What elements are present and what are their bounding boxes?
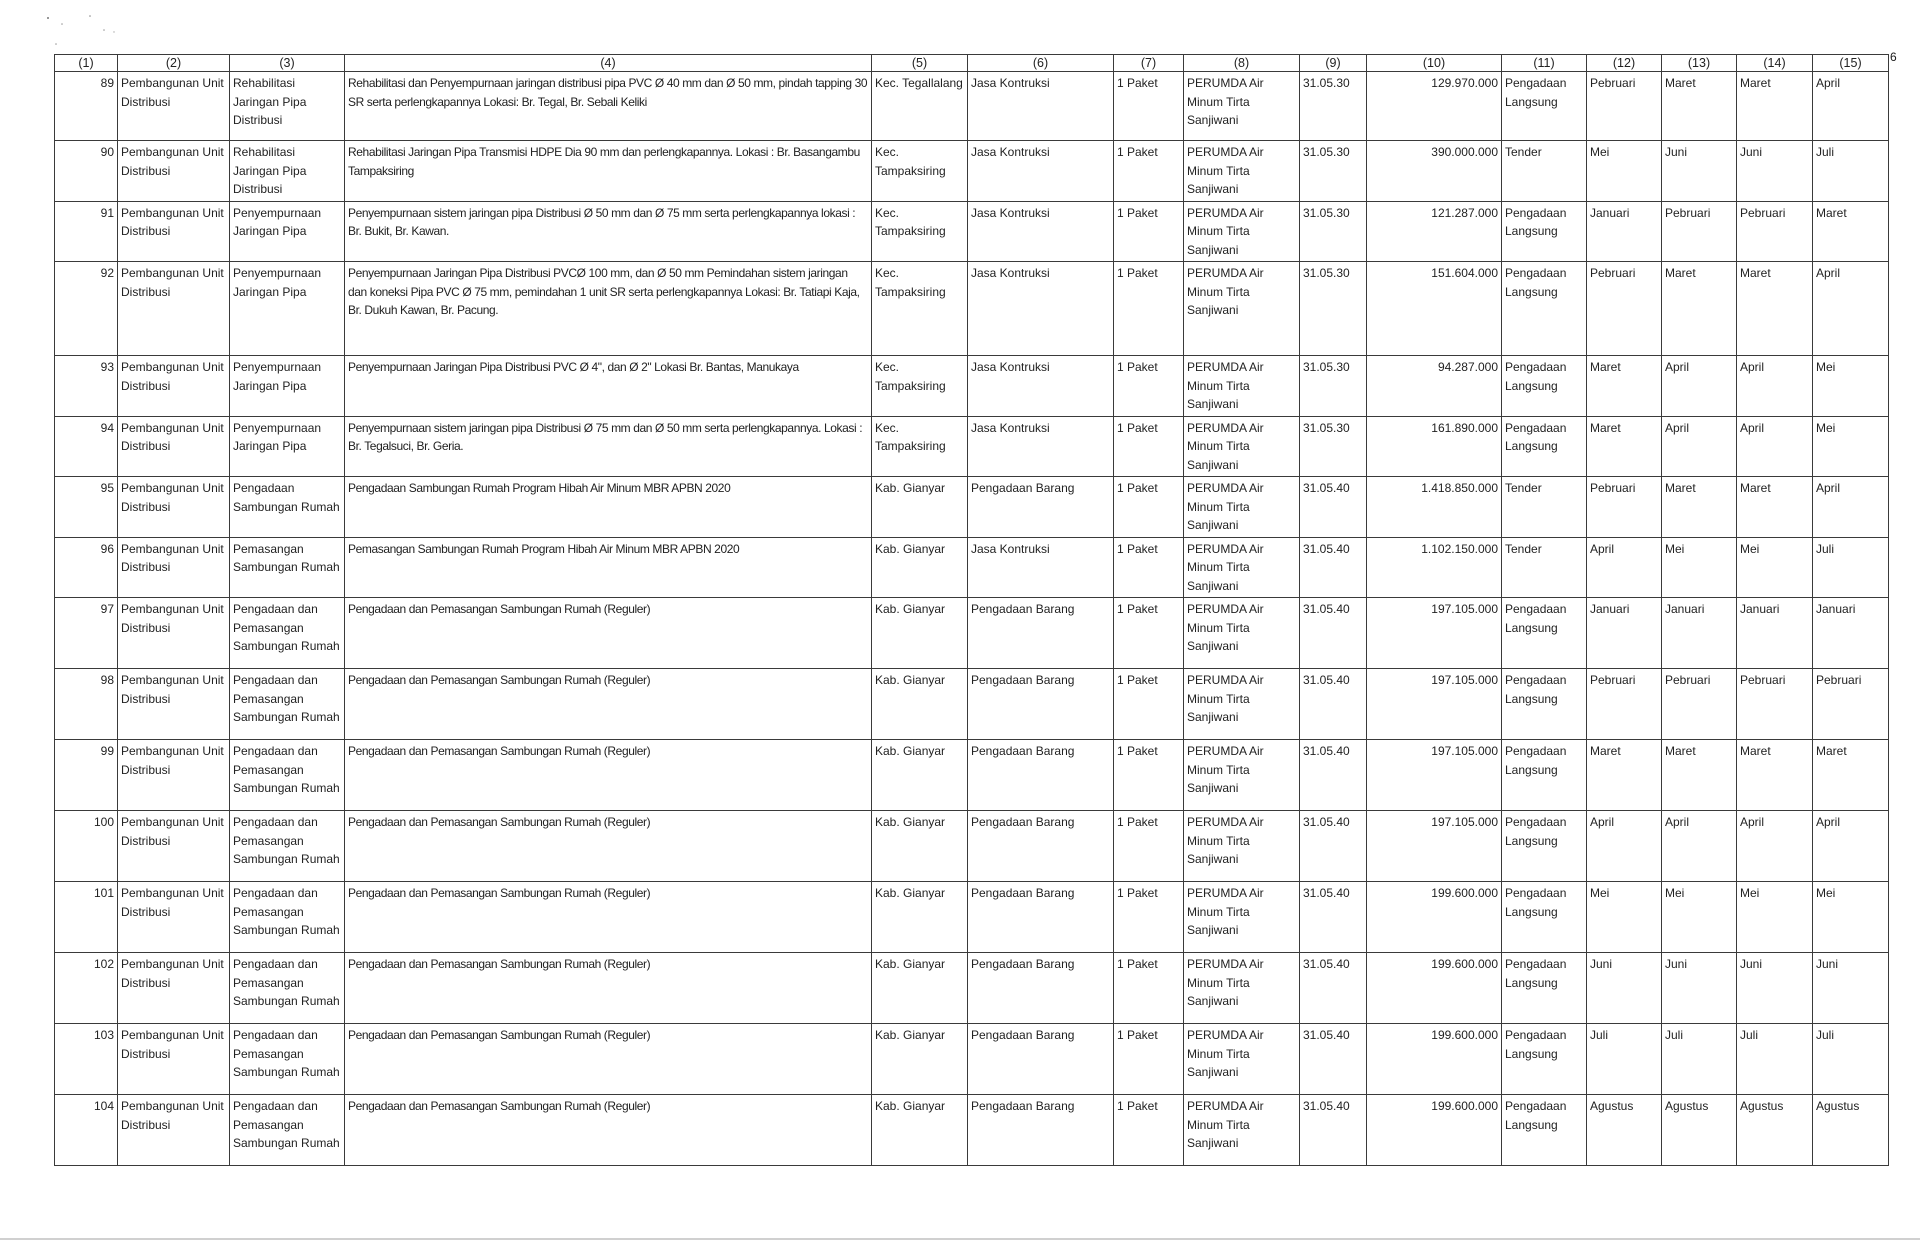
cell-kode: 31.05.30 <box>1300 262 1367 356</box>
procurement-table <box>54 54 1889 1166</box>
cell-jenis: Pengadaan Barang <box>968 1095 1114 1166</box>
cell-kegiatan: Pengadaan dan Pemasangan Sambungan Rumah <box>230 882 345 953</box>
cell-kode: 31.05.40 <box>1300 740 1367 811</box>
cell-col15: April <box>1813 72 1889 141</box>
cell-col13: April <box>1662 416 1737 477</box>
cell-volume: 1 Paket <box>1114 598 1184 669</box>
cell-volume: 1 Paket <box>1114 72 1184 141</box>
cell-col14: April <box>1737 356 1813 417</box>
cell-col12: April <box>1587 537 1662 598</box>
cell-kegiatan: Pengadaan dan Pemasangan Sambungan Rumah <box>230 598 345 669</box>
cell-col12: Mei <box>1587 882 1662 953</box>
cell-col12: Pebruari <box>1587 262 1662 356</box>
cell-col13: Maret <box>1662 477 1737 538</box>
cell-no: 93 <box>55 356 118 417</box>
cell-kegiatan: Penyempurnaan Jaringan Pipa <box>230 262 345 356</box>
cell-jenis: Jasa Kontruksi <box>968 201 1114 262</box>
cell-pelaksana: PERUMDA Air Minum Tirta Sanjiwani <box>1184 1095 1300 1166</box>
cell-uraian: Penyempurnaan sistem jaringan pipa Distribusi Ø 50 mm dan Ø 75 mm serta perlengkapannya lokasi : Br. Bukit, Br. Kawan. <box>345 201 872 262</box>
cell-volume: 1 Paket <box>1114 811 1184 882</box>
cell-program: Pembangunan Unit Distribusi <box>118 201 230 262</box>
cell-program: Pembangunan Unit Distribusi <box>118 537 230 598</box>
cell-uraian: Pengadaan dan Pemasangan Sambungan Rumah (Reguler) <box>345 1095 872 1166</box>
cell-kegiatan: Pengadaan dan Pemasangan Sambungan Rumah <box>230 1024 345 1095</box>
cell-col13: Maret <box>1662 740 1737 811</box>
cell-nilai: 151.604.000 <box>1367 262 1502 356</box>
cell-uraian: Pengadaan dan Pemasangan Sambungan Rumah (Reguler) <box>345 953 872 1024</box>
cell-col12: Januari <box>1587 598 1662 669</box>
cell-col15: Mei <box>1813 356 1889 417</box>
cell-lokasi: Kab. Gianyar <box>872 1024 968 1095</box>
cell-pelaksana: PERUMDA Air Minum Tirta Sanjiwani <box>1184 262 1300 356</box>
cell-nilai: 94.287.000 <box>1367 356 1502 417</box>
table-row <box>55 598 1889 669</box>
cell-metode: Pengadaan Langsung <box>1502 1095 1587 1166</box>
cell-kode: 31.05.30 <box>1300 141 1367 202</box>
cell-kode: 31.05.30 <box>1300 72 1367 141</box>
cell-col15: Januari <box>1813 598 1889 669</box>
table-row <box>55 740 1889 811</box>
cell-metode: Pengadaan Langsung <box>1502 740 1587 811</box>
cell-col12: April <box>1587 811 1662 882</box>
cell-lokasi: Kab. Gianyar <box>872 740 968 811</box>
cell-pelaksana: PERUMDA Air Minum Tirta Sanjiwani <box>1184 72 1300 141</box>
cell-pelaksana: PERUMDA Air Minum Tirta Sanjiwani <box>1184 416 1300 477</box>
cell-volume: 1 Paket <box>1114 416 1184 477</box>
column-header: (14) <box>1737 55 1813 72</box>
cell-no: 97 <box>55 598 118 669</box>
cell-col12: Maret <box>1587 416 1662 477</box>
cell-kode: 31.05.40 <box>1300 811 1367 882</box>
cell-pelaksana: PERUMDA Air Minum Tirta Sanjiwani <box>1184 537 1300 598</box>
cell-col12: Maret <box>1587 356 1662 417</box>
cell-nilai: 129.970.000 <box>1367 72 1502 141</box>
cell-uraian: Pengadaan dan Pemasangan Sambungan Rumah (Reguler) <box>345 598 872 669</box>
cell-program: Pembangunan Unit Distribusi <box>118 740 230 811</box>
cell-volume: 1 Paket <box>1114 669 1184 740</box>
cell-col13: Pebruari <box>1662 669 1737 740</box>
cell-lokasi: Kec. Tampaksiring <box>872 262 968 356</box>
cell-col12: Mei <box>1587 141 1662 202</box>
cell-program: Pembangunan Unit Distribusi <box>118 141 230 202</box>
cell-nilai: 161.890.000 <box>1367 416 1502 477</box>
cell-pelaksana: PERUMDA Air Minum Tirta Sanjiwani <box>1184 598 1300 669</box>
cell-metode: Pengadaan Langsung <box>1502 811 1587 882</box>
cell-no: 99 <box>55 740 118 811</box>
cell-jenis: Jasa Kontruksi <box>968 356 1114 417</box>
column-header: (8) <box>1184 55 1300 72</box>
cell-kegiatan: Pengadaan dan Pemasangan Sambungan Rumah <box>230 953 345 1024</box>
column-header: (3) <box>230 55 345 72</box>
cell-kode: 31.05.30 <box>1300 201 1367 262</box>
cell-no: 95 <box>55 477 118 538</box>
cell-volume: 1 Paket <box>1114 1095 1184 1166</box>
cell-nilai: 1.418.850.000 <box>1367 477 1502 538</box>
cell-lokasi: Kab. Gianyar <box>872 537 968 598</box>
cell-no: 101 <box>55 882 118 953</box>
cell-kode: 31.05.40 <box>1300 1095 1367 1166</box>
column-header: (9) <box>1300 55 1367 72</box>
cell-pelaksana: PERUMDA Air Minum Tirta Sanjiwani <box>1184 141 1300 202</box>
cell-uraian: Penyempurnaan Jaringan Pipa Distribusi PVC Ø 4", dan Ø 2" Lokasi Br. Bantas, Manukaya <box>345 356 872 417</box>
cell-col14: Maret <box>1737 72 1813 141</box>
cell-col13: Pebruari <box>1662 201 1737 262</box>
cell-metode: Pengadaan Langsung <box>1502 201 1587 262</box>
cell-uraian: Pengadaan dan Pemasangan Sambungan Rumah (Reguler) <box>345 669 872 740</box>
cell-col14: April <box>1737 811 1813 882</box>
cell-col15: Juli <box>1813 537 1889 598</box>
cell-kode: 31.05.40 <box>1300 598 1367 669</box>
table-row <box>55 537 1889 598</box>
cell-no: 103 <box>55 1024 118 1095</box>
column-header: (15) <box>1813 55 1889 72</box>
cell-metode: Pengadaan Langsung <box>1502 669 1587 740</box>
cell-col13: April <box>1662 356 1737 417</box>
table-row <box>55 262 1889 356</box>
cell-lokasi: Kec. Tampaksiring <box>872 356 968 417</box>
column-header: (1) <box>55 55 118 72</box>
column-header: (11) <box>1502 55 1587 72</box>
cell-nilai: 199.600.000 <box>1367 882 1502 953</box>
cell-no: 96 <box>55 537 118 598</box>
cell-col14: Maret <box>1737 262 1813 356</box>
cell-volume: 1 Paket <box>1114 740 1184 811</box>
cell-program: Pembangunan Unit Distribusi <box>118 882 230 953</box>
cell-kode: 31.05.40 <box>1300 537 1367 598</box>
column-header: (4) <box>345 55 872 72</box>
cell-col12: Agustus <box>1587 1095 1662 1166</box>
cell-metode: Pengadaan Langsung <box>1502 882 1587 953</box>
column-header: (2) <box>118 55 230 72</box>
cell-pelaksana: PERUMDA Air Minum Tirta Sanjiwani <box>1184 201 1300 262</box>
cell-lokasi: Kab. Gianyar <box>872 477 968 538</box>
cell-col14: Mei <box>1737 882 1813 953</box>
cell-lokasi: Kec. Tampaksiring <box>872 141 968 202</box>
table-row <box>55 811 1889 882</box>
cell-jenis: Pengadaan Barang <box>968 740 1114 811</box>
page-number: 6 <box>1890 50 1897 64</box>
cell-col14: Juli <box>1737 1024 1813 1095</box>
cell-metode: Pengadaan Langsung <box>1502 262 1587 356</box>
cell-no: 100 <box>55 811 118 882</box>
scan-specks <box>40 10 160 50</box>
cell-jenis: Pengadaan Barang <box>968 882 1114 953</box>
cell-kegiatan: Pengadaan dan Pemasangan Sambungan Rumah <box>230 1095 345 1166</box>
table-row <box>55 416 1889 477</box>
cell-no: 91 <box>55 201 118 262</box>
cell-pelaksana: PERUMDA Air Minum Tirta Sanjiwani <box>1184 953 1300 1024</box>
cell-nilai: 197.105.000 <box>1367 669 1502 740</box>
cell-col15: Juni <box>1813 953 1889 1024</box>
cell-lokasi: Kab. Gianyar <box>872 1095 968 1166</box>
table-body <box>55 72 1889 1166</box>
column-header: (5) <box>872 55 968 72</box>
cell-kode: 31.05.30 <box>1300 416 1367 477</box>
cell-col13: Mei <box>1662 537 1737 598</box>
cell-volume: 1 Paket <box>1114 477 1184 538</box>
cell-no: 102 <box>55 953 118 1024</box>
cell-metode: Tender <box>1502 477 1587 538</box>
column-header: (10) <box>1367 55 1502 72</box>
cell-no: 98 <box>55 669 118 740</box>
cell-program: Pembangunan Unit Distribusi <box>118 262 230 356</box>
cell-lokasi: Kec. Tegallalang <box>872 72 968 141</box>
cell-program: Pembangunan Unit Distribusi <box>118 953 230 1024</box>
cell-col13: Mei <box>1662 882 1737 953</box>
cell-col15: Mei <box>1813 416 1889 477</box>
cell-jenis: Pengadaan Barang <box>968 811 1114 882</box>
cell-col15: April <box>1813 262 1889 356</box>
cell-col14: Januari <box>1737 598 1813 669</box>
cell-uraian: Penyempurnaan Jaringan Pipa Distribusi PVCØ 100 mm, dan Ø 50 mm Pemindahan sistem jaringan dan koneksi Pipa PVC Ø 75 mm, pemindahan 1 unit SR serta perlengkapannya Lokasi: Br. Tatiapi Kaja, Br. Dukuh Kawan, Br. Pacung. <box>345 262 872 356</box>
cell-kode: 31.05.30 <box>1300 356 1367 417</box>
cell-metode: Tender <box>1502 141 1587 202</box>
cell-lokasi: Kec. Tampaksiring <box>872 416 968 477</box>
cell-col15: Agustus <box>1813 1095 1889 1166</box>
table-row <box>55 201 1889 262</box>
cell-col12: Pebruari <box>1587 72 1662 141</box>
table-row <box>55 1095 1889 1166</box>
scan-edge-mark <box>0 1236 1920 1242</box>
cell-col12: Pebruari <box>1587 669 1662 740</box>
cell-kegiatan: Pengadaan dan Pemasangan Sambungan Rumah <box>230 669 345 740</box>
cell-program: Pembangunan Unit Distribusi <box>118 669 230 740</box>
cell-pelaksana: PERUMDA Air Minum Tirta Sanjiwani <box>1184 356 1300 417</box>
cell-lokasi: Kab. Gianyar <box>872 953 968 1024</box>
cell-jenis: Pengadaan Barang <box>968 669 1114 740</box>
cell-volume: 1 Paket <box>1114 262 1184 356</box>
cell-col15: Mei <box>1813 882 1889 953</box>
cell-jenis: Jasa Kontruksi <box>968 262 1114 356</box>
cell-col13: Maret <box>1662 262 1737 356</box>
cell-nilai: 390.000.000 <box>1367 141 1502 202</box>
cell-jenis: Pengadaan Barang <box>968 477 1114 538</box>
cell-program: Pembangunan Unit Distribusi <box>118 477 230 538</box>
cell-pelaksana: PERUMDA Air Minum Tirta Sanjiwani <box>1184 1024 1300 1095</box>
cell-kegiatan: Penyempurnaan Jaringan Pipa <box>230 356 345 417</box>
cell-uraian: Pemasangan Sambungan Rumah Program Hibah Air Minum MBR APBN 2020 <box>345 537 872 598</box>
cell-jenis: Pengadaan Barang <box>968 953 1114 1024</box>
cell-nilai: 199.600.000 <box>1367 953 1502 1024</box>
cell-col15: Maret <box>1813 201 1889 262</box>
cell-nilai: 197.105.000 <box>1367 811 1502 882</box>
cell-col14: Maret <box>1737 477 1813 538</box>
cell-volume: 1 Paket <box>1114 1024 1184 1095</box>
cell-col14: Pebruari <box>1737 201 1813 262</box>
cell-col14: Pebruari <box>1737 669 1813 740</box>
cell-kegiatan: Pemasangan Sambungan Rumah <box>230 537 345 598</box>
cell-metode: Pengadaan Langsung <box>1502 72 1587 141</box>
cell-nilai: 197.105.000 <box>1367 740 1502 811</box>
cell-metode: Pengadaan Langsung <box>1502 356 1587 417</box>
cell-nilai: 197.105.000 <box>1367 598 1502 669</box>
table-row <box>55 141 1889 202</box>
cell-col15: April <box>1813 811 1889 882</box>
table-row <box>55 953 1889 1024</box>
cell-kegiatan: Pengadaan dan Pemasangan Sambungan Rumah <box>230 740 345 811</box>
cell-pelaksana: PERUMDA Air Minum Tirta Sanjiwani <box>1184 669 1300 740</box>
cell-kegiatan: Rehabilitasi Jaringan Pipa Distribusi <box>230 72 345 141</box>
table-row <box>55 356 1889 417</box>
cell-program: Pembangunan Unit Distribusi <box>118 598 230 669</box>
cell-pelaksana: PERUMDA Air Minum Tirta Sanjiwani <box>1184 882 1300 953</box>
cell-col12: Juni <box>1587 953 1662 1024</box>
cell-metode: Pengadaan Langsung <box>1502 416 1587 477</box>
cell-col14: Juni <box>1737 141 1813 202</box>
cell-col15: Pebruari <box>1813 669 1889 740</box>
cell-jenis: Jasa Kontruksi <box>968 416 1114 477</box>
cell-col13: Maret <box>1662 72 1737 141</box>
column-header: (7) <box>1114 55 1184 72</box>
cell-lokasi: Kab. Gianyar <box>872 811 968 882</box>
cell-program: Pembangunan Unit Distribusi <box>118 1095 230 1166</box>
cell-col15: April <box>1813 477 1889 538</box>
cell-nilai: 199.600.000 <box>1367 1024 1502 1095</box>
cell-volume: 1 Paket <box>1114 141 1184 202</box>
cell-uraian: Penyempurnaan sistem jaringan pipa Distribusi Ø 75 mm dan Ø 50 mm serta perlengkapannya. Lokasi : Br. Tegalsuci, Br. Geria. <box>345 416 872 477</box>
cell-col13: Juni <box>1662 141 1737 202</box>
table-row <box>55 72 1889 141</box>
cell-jenis: Jasa Kontruksi <box>968 141 1114 202</box>
cell-program: Pembangunan Unit Distribusi <box>118 72 230 141</box>
column-header: (6) <box>968 55 1114 72</box>
cell-program: Pembangunan Unit Distribusi <box>118 1024 230 1095</box>
cell-jenis: Pengadaan Barang <box>968 598 1114 669</box>
cell-col15: Maret <box>1813 740 1889 811</box>
cell-col12: Maret <box>1587 740 1662 811</box>
table-row <box>55 882 1889 953</box>
cell-pelaksana: PERUMDA Air Minum Tirta Sanjiwani <box>1184 740 1300 811</box>
cell-program: Pembangunan Unit Distribusi <box>118 416 230 477</box>
table-row <box>55 669 1889 740</box>
cell-nilai: 199.600.000 <box>1367 1095 1502 1166</box>
cell-uraian: Pengadaan dan Pemasangan Sambungan Rumah (Reguler) <box>345 811 872 882</box>
cell-kode: 31.05.40 <box>1300 477 1367 538</box>
cell-lokasi: Kec. Tampaksiring <box>872 201 968 262</box>
cell-col13: April <box>1662 811 1737 882</box>
cell-program: Pembangunan Unit Distribusi <box>118 811 230 882</box>
cell-volume: 1 Paket <box>1114 537 1184 598</box>
cell-nilai: 121.287.000 <box>1367 201 1502 262</box>
cell-uraian: Pengadaan dan Pemasangan Sambungan Rumah (Reguler) <box>345 1024 872 1095</box>
cell-kegiatan: Pengadaan Sambungan Rumah <box>230 477 345 538</box>
cell-kegiatan: Pengadaan dan Pemasangan Sambungan Rumah <box>230 811 345 882</box>
cell-uraian: Rehabilitasi Jaringan Pipa Transmisi HDPE Dia 90 mm dan perlengkapannya. Lokasi : Br. Basangambu Tampaksiring <box>345 141 872 202</box>
column-header: (13) <box>1662 55 1737 72</box>
cell-pelaksana: PERUMDA Air Minum Tirta Sanjiwani <box>1184 811 1300 882</box>
cell-no: 94 <box>55 416 118 477</box>
cell-kode: 31.05.40 <box>1300 953 1367 1024</box>
cell-col15: Juli <box>1813 1024 1889 1095</box>
cell-col13: Juli <box>1662 1024 1737 1095</box>
cell-uraian: Pengadaan Sambungan Rumah Program Hibah Air Minum MBR APBN 2020 <box>345 477 872 538</box>
column-header: (12) <box>1587 55 1662 72</box>
cell-col15: Juli <box>1813 141 1889 202</box>
cell-col14: Maret <box>1737 740 1813 811</box>
cell-kegiatan: Penyempurnaan Jaringan Pipa <box>230 201 345 262</box>
cell-metode: Pengadaan Langsung <box>1502 598 1587 669</box>
cell-nilai: 1.102.150.000 <box>1367 537 1502 598</box>
cell-metode: Tender <box>1502 537 1587 598</box>
cell-col14: Agustus <box>1737 1095 1813 1166</box>
cell-no: 92 <box>55 262 118 356</box>
table-row <box>55 1024 1889 1095</box>
table-header <box>55 55 1889 72</box>
cell-uraian: Pengadaan dan Pemasangan Sambungan Rumah (Reguler) <box>345 882 872 953</box>
cell-kode: 31.05.40 <box>1300 669 1367 740</box>
cell-col13: Juni <box>1662 953 1737 1024</box>
cell-col13: Januari <box>1662 598 1737 669</box>
cell-volume: 1 Paket <box>1114 356 1184 417</box>
cell-col12: Pebruari <box>1587 477 1662 538</box>
cell-lokasi: Kab. Gianyar <box>872 882 968 953</box>
cell-lokasi: Kab. Gianyar <box>872 598 968 669</box>
cell-metode: Pengadaan Langsung <box>1502 1024 1587 1095</box>
cell-col14: Juni <box>1737 953 1813 1024</box>
cell-kegiatan: Penyempurnaan Jaringan Pipa <box>230 416 345 477</box>
cell-uraian: Pengadaan dan Pemasangan Sambungan Rumah (Reguler) <box>345 740 872 811</box>
cell-col13: Agustus <box>1662 1095 1737 1166</box>
cell-jenis: Jasa Kontruksi <box>968 72 1114 141</box>
table-row <box>55 477 1889 538</box>
cell-pelaksana: PERUMDA Air Minum Tirta Sanjiwani <box>1184 477 1300 538</box>
cell-lokasi: Kab. Gianyar <box>872 669 968 740</box>
cell-metode: Pengadaan Langsung <box>1502 953 1587 1024</box>
cell-no: 104 <box>55 1095 118 1166</box>
cell-kegiatan: Rehabilitasi Jaringan Pipa Distribusi <box>230 141 345 202</box>
cell-no: 89 <box>55 72 118 141</box>
cell-volume: 1 Paket <box>1114 953 1184 1024</box>
cell-col12: Januari <box>1587 201 1662 262</box>
cell-uraian: Rehabilitasi dan Penyempurnaan jaringan distribusi pipa PVC Ø 40 mm dan Ø 50 mm, pindah tapping 30 SR serta perlengkapannya Lokasi: Br. Tegal, Br. Sebali Keliki <box>345 72 872 141</box>
cell-kode: 31.05.40 <box>1300 1024 1367 1095</box>
cell-col14: Mei <box>1737 537 1813 598</box>
cell-volume: 1 Paket <box>1114 201 1184 262</box>
cell-program: Pembangunan Unit Distribusi <box>118 356 230 417</box>
cell-kode: 31.05.40 <box>1300 882 1367 953</box>
cell-volume: 1 Paket <box>1114 882 1184 953</box>
cell-col12: Juli <box>1587 1024 1662 1095</box>
cell-jenis: Jasa Kontruksi <box>968 537 1114 598</box>
cell-no: 90 <box>55 141 118 202</box>
cell-jenis: Pengadaan Barang <box>968 1024 1114 1095</box>
cell-col14: April <box>1737 416 1813 477</box>
